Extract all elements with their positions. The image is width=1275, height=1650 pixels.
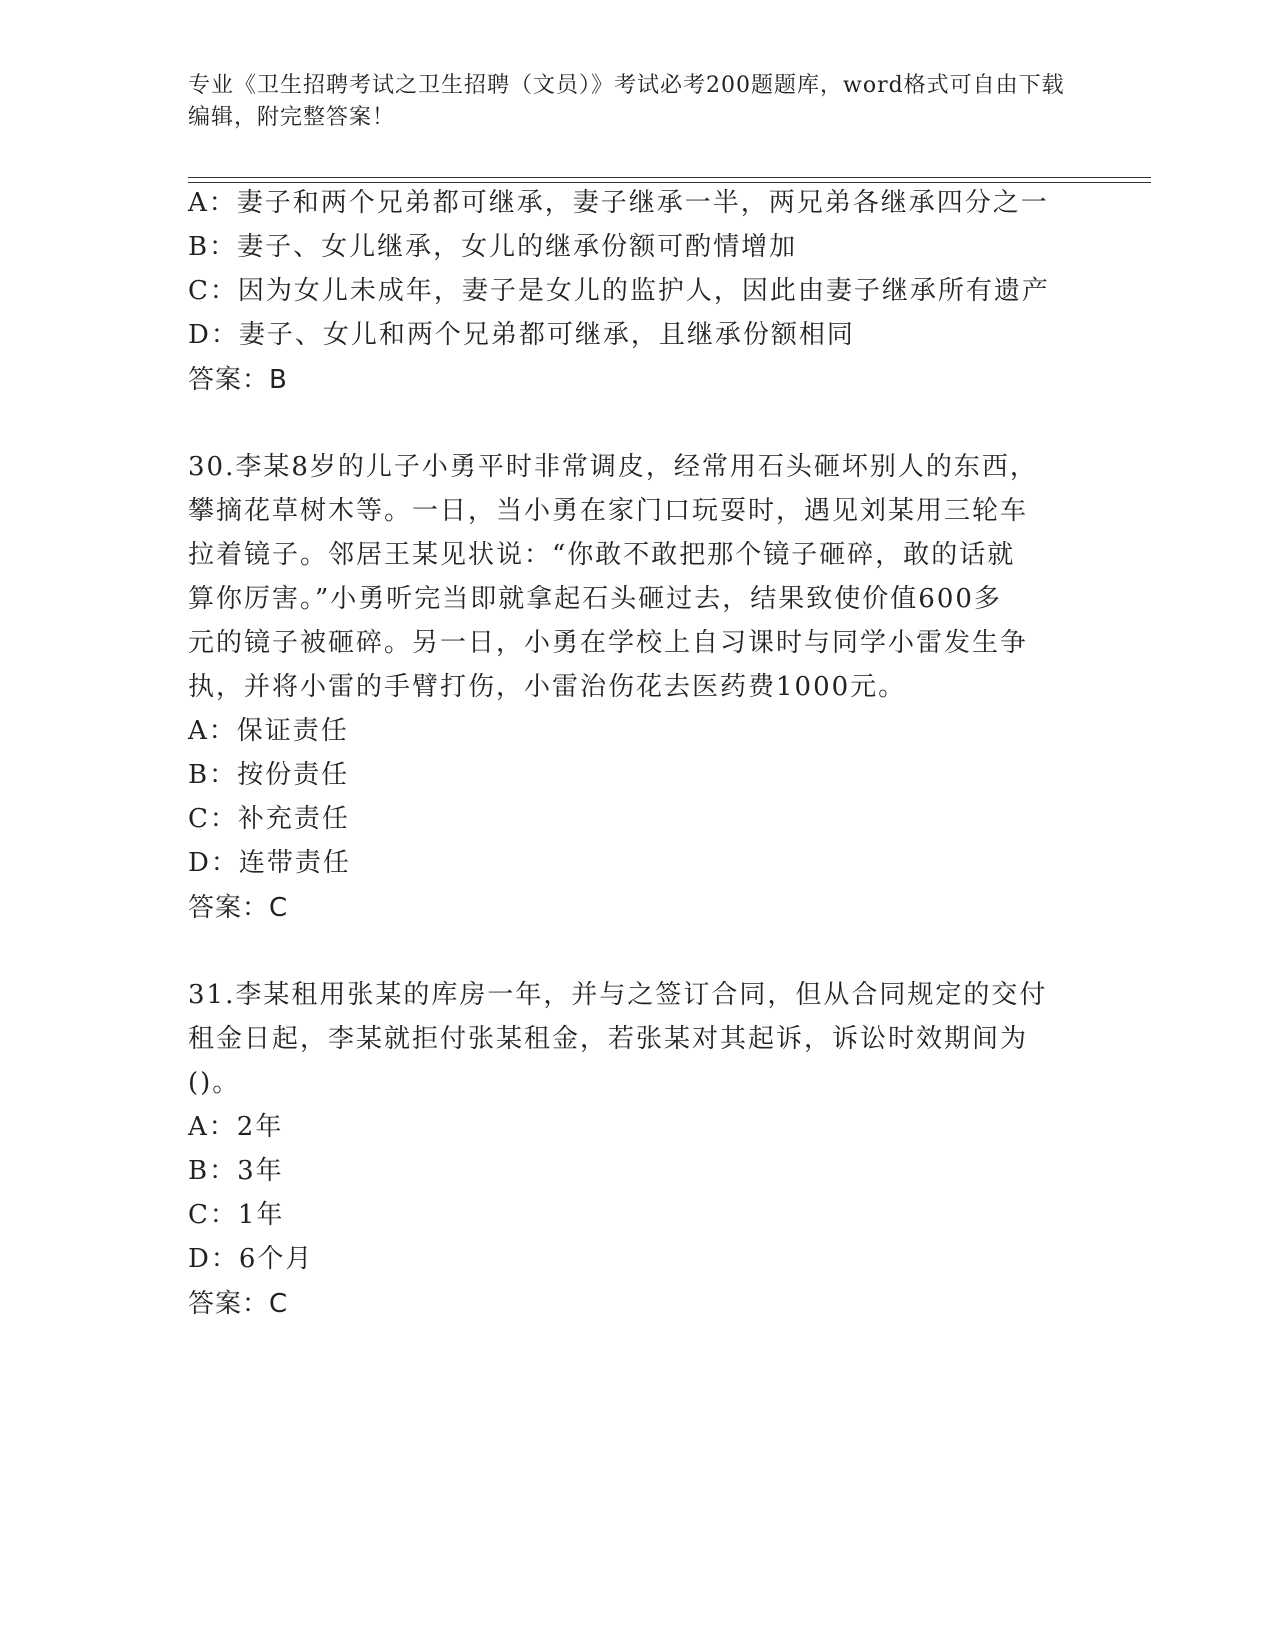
q29-option-d: D：妻子、女儿和两个兄弟都可继承，且继承份额相同 <box>188 320 855 350</box>
q29-option-a: A：妻子和两个兄弟都可继承，妻子继承一半，两兄弟各继承四分之一 <box>188 188 1049 218</box>
q31-stem-line-3: ()。 <box>188 1068 241 1098</box>
q31-option-d: D：6个月 <box>188 1244 314 1274</box>
q31-option-b: B：3年 <box>188 1156 284 1186</box>
q30-stem-line-3: 拉着镜子。邻居王某见状说：“你敢不敢把那个镜子砸碎，敢的话就 <box>188 540 1016 570</box>
document-header: 专业《卫生招聘考试之卫生招聘（文员）》考试必考200题题库，word格式可自由下载编辑，附完整答案！ <box>188 73 1065 130</box>
q30-stem-line-4: 算你厉害。”小勇听完当即就拿起石头砸过去，结果致使价值600多 <box>188 584 1002 614</box>
q30-answer: 答案：C <box>188 893 289 923</box>
q30-option-d: D：连带责任 <box>188 848 351 878</box>
q31-stem-line-2: 租金日起，李某就拒付张某租金，若张某对其起诉，诉讼时效期间为 <box>188 1024 1029 1054</box>
q31-stem-line-1: 31.李某租用张某的库房一年，并与之签订合同，但从合同规定的交付 <box>188 980 1048 1010</box>
q30-stem-line-5: 元的镜子被砸碎。另一日，小勇在学校上自习课时与同学小雷发生争 <box>188 628 1029 658</box>
header-divider-bottom <box>188 182 1151 183</box>
q29-option-c: C：因为女儿未成年，妻子是女儿的监护人，因此由妻子继承所有遗产 <box>188 276 1050 306</box>
q30-stem-line-1: 30.李某8岁的儿子小勇平时非常调皮，经常用石头砸坏别人的东西， <box>188 452 1038 482</box>
q30-stem-line-6: 执，并将小雷的手臂打伤，小雷治伤花去医药费1000元。 <box>188 672 907 702</box>
q29-option-b: B：妻子、女儿继承，女儿的继承份额可酌情增加 <box>188 232 798 262</box>
q31-answer: 答案：C <box>188 1289 289 1319</box>
q30-option-b: B：按份责任 <box>188 760 350 790</box>
q31-option-c: C：1年 <box>188 1200 285 1230</box>
q30-option-c: C：补充责任 <box>188 804 350 834</box>
q29-answer: 答案：B <box>188 365 288 395</box>
q30-stem-line-2: 攀摘花草树木等。一日，当小勇在家门口玩耍时，遇见刘某用三轮车 <box>188 496 1029 526</box>
q30-option-a: A：保证责任 <box>188 716 349 746</box>
q31-option-a: A：2年 <box>188 1112 284 1142</box>
header-divider-top <box>188 177 1151 178</box>
